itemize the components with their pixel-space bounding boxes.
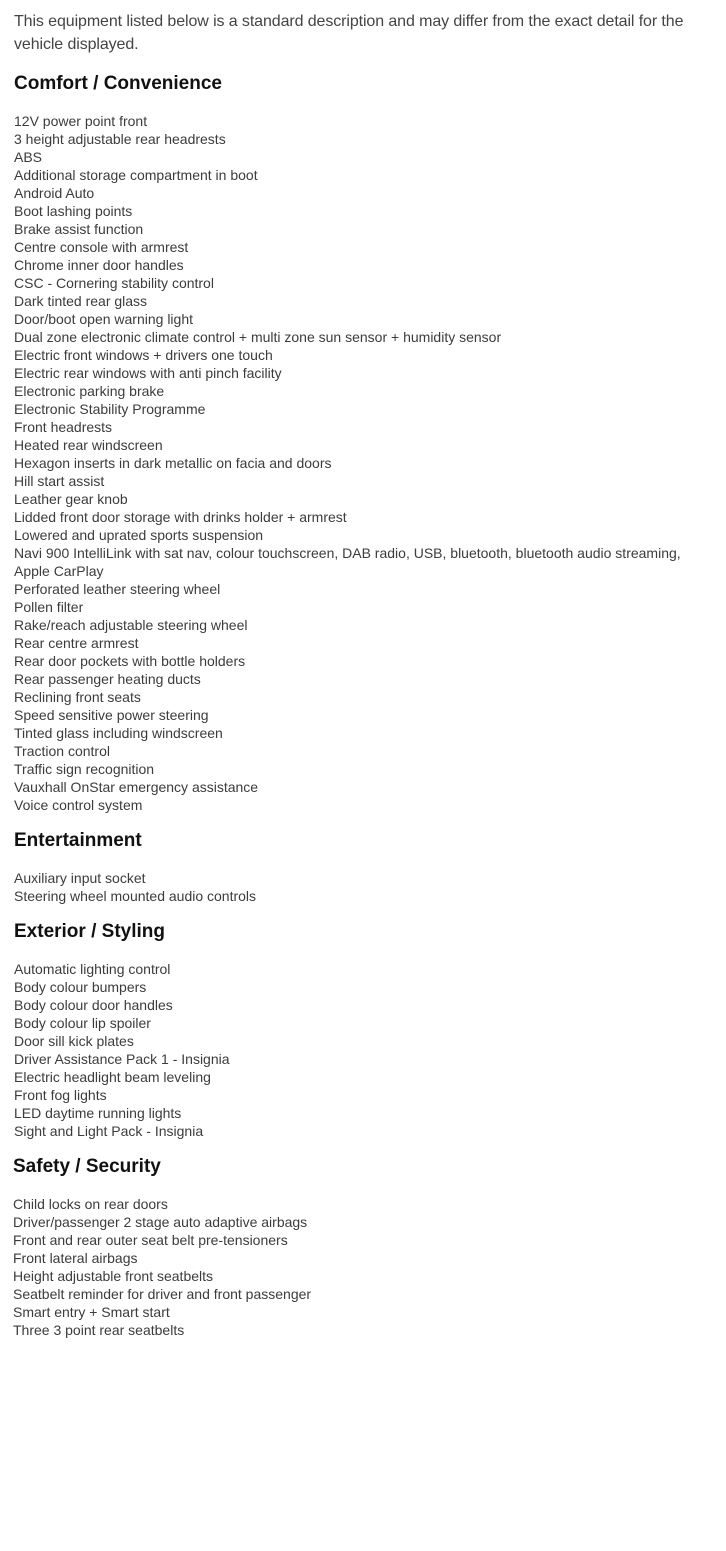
list-item: Navi 900 IntelliLink with sat nav, colour touchscreen, DAB radio, USB, bluetooth, bluetooth audio streaming, Apple CarPlay (14, 545, 681, 579)
list-item: Traffic sign recognition (14, 761, 155, 777)
list-item: ABS (14, 149, 43, 165)
equipment-list (14, 960, 712, 1140)
equipment-disclaimer: This equipment listed below is a standard description and may differ from the exact detail for the vehicle displayed. (14, 13, 684, 53)
list-item: 12V power point front (14, 113, 148, 129)
section-title: Exterior / Styling (14, 921, 165, 942)
list-item: Body colour bumpers (14, 979, 147, 995)
list-item: Heated rear windscreen (14, 437, 163, 453)
section-safety-security (14, 1155, 712, 1339)
list-item: Brake assist function (14, 221, 144, 237)
section-comfort-convenience (14, 72, 712, 814)
list-item: Body colour lip spoiler (14, 1015, 151, 1031)
list-item: Lidded front door storage with drinks holder + armrest (14, 509, 347, 525)
list-item: Additional storage compartment in boot (14, 167, 258, 183)
list-item: Steering wheel mounted audio controls (14, 888, 257, 904)
list-item: Dark tinted rear glass (14, 293, 148, 309)
list-item: Electric headlight beam leveling (14, 1069, 211, 1085)
list-item: Auxiliary input socket (14, 870, 146, 886)
list-item: Voice control system (14, 797, 143, 813)
list-item: Lowered and uprated sports suspension (14, 527, 264, 543)
list-item: Pollen filter (14, 599, 84, 615)
section-exterior-styling (14, 920, 712, 1140)
list-item: Rake/reach adjustable steering wheel (14, 617, 248, 633)
list-item: Driver Assistance Pack 1 - Insignia (14, 1051, 230, 1067)
list-item: Android Auto (14, 185, 95, 201)
list-item: Front fog lights (14, 1087, 107, 1103)
section-title: Comfort / Convenience (14, 73, 222, 94)
list-item: Rear door pockets with bottle holders (14, 653, 246, 669)
list-item: Dual zone electronic climate control + multi zone sun sensor + humidity sensor (14, 329, 502, 345)
list-item: Perforated leather steering wheel (14, 581, 221, 597)
list-item: Front and rear outer seat belt pre-tensioners (13, 1232, 288, 1248)
list-item: Front headrests (14, 419, 113, 435)
list-item: Centre console with armrest (14, 239, 189, 255)
list-item: Electric rear windows with anti pinch facility (14, 365, 282, 381)
equipment-list (14, 1195, 712, 1339)
list-item: Seatbelt reminder for driver and front passenger (13, 1286, 312, 1302)
list-item: Driver/passenger 2 stage auto adaptive airbags (13, 1214, 308, 1230)
list-item: Smart entry + Smart start (13, 1304, 170, 1320)
list-item: Reclining front seats (14, 689, 141, 705)
list-item: Door sill kick plates (14, 1033, 134, 1049)
list-item: Child locks on rear doors (13, 1196, 168, 1212)
section-entertainment (14, 829, 712, 905)
list-item: Vauxhall OnStar emergency assistance (14, 779, 259, 795)
list-item: Hexagon inserts in dark metallic on facia and doors (14, 455, 332, 471)
list-item: Automatic lighting control (14, 961, 171, 977)
list-item: Height adjustable front seatbelts (13, 1268, 214, 1284)
list-item: Three 3 point rear seatbelts (13, 1322, 185, 1338)
list-item: Sight and Light Pack - Insignia (14, 1123, 204, 1139)
list-item: Electronic Stability Programme (14, 401, 206, 417)
list-item: Traction control (14, 743, 110, 759)
list-item: Electronic parking brake (14, 383, 165, 399)
equipment-list (14, 869, 712, 905)
list-item: Electric front windows + drivers one touch (14, 347, 273, 363)
list-item: Hill start assist (14, 473, 105, 489)
list-item: Body colour door handles (14, 997, 173, 1013)
section-title: Entertainment (14, 830, 142, 851)
list-item: Door/boot open warning light (14, 311, 194, 327)
list-item: Speed sensitive power steering (14, 707, 209, 723)
list-item: Tinted glass including windscreen (14, 725, 223, 741)
list-item: LED daytime running lights (14, 1105, 182, 1121)
list-item: Boot lashing points (14, 203, 133, 219)
list-item: Rear passenger heating ducts (14, 671, 201, 687)
list-item: Leather gear knob (14, 491, 128, 507)
list-item: 3 height adjustable rear headrests (14, 131, 226, 147)
list-item: CSC - Cornering stability control (14, 275, 214, 291)
list-item: Front lateral airbags (13, 1250, 138, 1266)
equipment-list (14, 112, 712, 814)
list-item: Rear centre armrest (14, 635, 139, 651)
section-title: Safety / Security (13, 1156, 161, 1177)
list-item: Chrome inner door handles (14, 257, 184, 273)
